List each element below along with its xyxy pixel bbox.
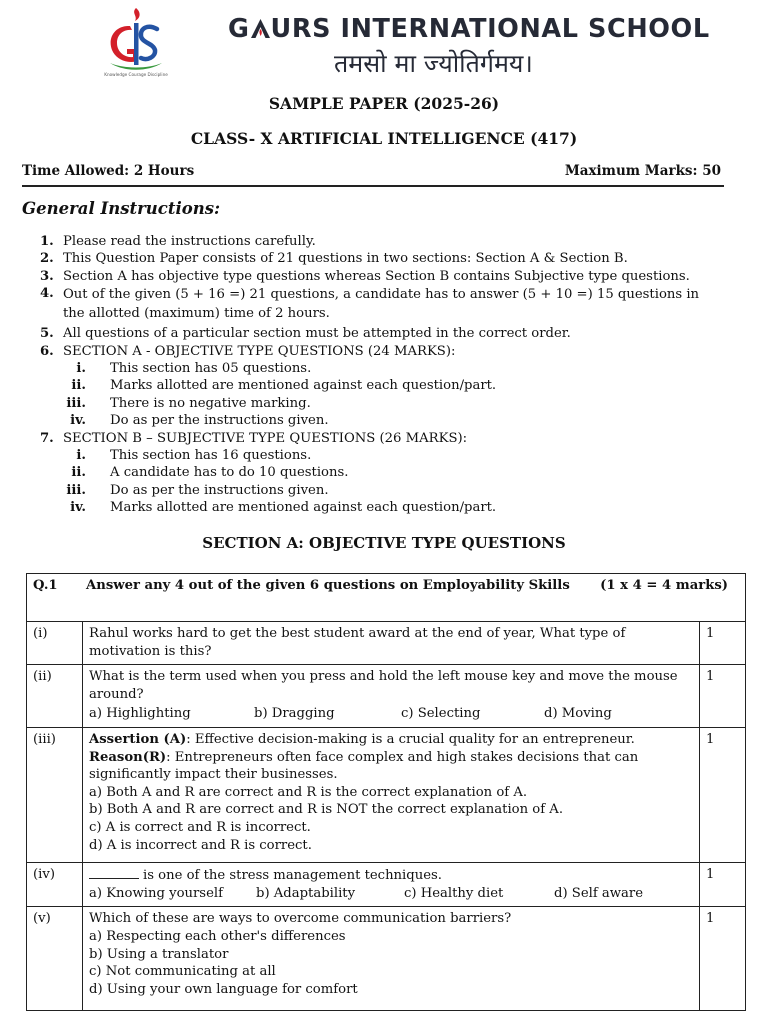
option-a: a) Knowing yourself — [89, 885, 223, 901]
instruction-item: 4. Out of the given (5 + 16 =) 21 questions, a candidate has to answer (5 + 10 =) 15 questions in the allotted (maximum) time of 2 hours. — [40, 286, 700, 322]
question-options — [89, 885, 694, 903]
instruction-item: 6. SECTION A - OBJECTIVE TYPE QUESTIONS (24 MARKS): — [40, 343, 456, 359]
paper-subject: CLASS- X ARTIFICIAL INTELLIGENCE (417) — [190, 129, 578, 148]
question-text: Rahul works hard to get the best student award at the end of year, What type of motivation is this? — [83, 622, 700, 665]
logo-motto-text: Knowledge Courage Discipline — [104, 72, 168, 77]
option-d: d) Self aware — [554, 885, 644, 901]
flame-a-icon — [250, 15, 271, 34]
option-d: d) Using your own language for comfort — [89, 981, 358, 997]
school-header — [0, 0, 768, 90]
question-text: Assertion (A): Effective decision-making is a crucial quality for an entrepreneur. Reason(R): Entrepreneurs often face complex and high stakes decisions that can significantly impact their businesses. a) Both A and R are correct and R is the correct explanation of A. b) Both A and R are correct and R is NOT the correct explanation of A. c) A is correct and R is incorrect. d) A is incorrect and R is correct. — [83, 727, 700, 862]
section-a-subitem: iv. Do as per the instructions given. — [70, 413, 329, 429]
school-name: G URS INTERNATIONAL SCHOOL — [228, 14, 710, 44]
section-b-subitem: i. This section has 16 questions. — [76, 447, 312, 463]
option-b: b) Dragging — [254, 706, 335, 722]
question-text: Which of these are ways to overcome communication barriers? a) Respecting each other's differences b) Using a translator c) Not communicating at all d) Using your own language for comfort — [83, 907, 700, 1011]
school-logo — [100, 6, 172, 78]
question-number: (iii) — [27, 727, 83, 862]
option-a: a) Both A and R are correct and R is the correct explanation of A. — [89, 784, 528, 800]
question-number: (ii) — [27, 665, 83, 728]
question-text: is one of the stress management techniques. a) Knowing yourself b) Adaptability c) Healthy diet d) Self aware — [83, 863, 700, 907]
question-marks: 1 — [700, 665, 746, 728]
question-text: What is the term used when you press and hold the left mouse key and move the mouse around? a) Highlighting b) Dragging c) Selecting d) Moving — [83, 665, 700, 728]
section-b-subitem: iii. Do as per the instructions given. — [66, 482, 329, 498]
question-marks: 1 — [700, 727, 746, 862]
option-b: b) Adaptability — [256, 885, 356, 901]
question-row — [27, 622, 746, 665]
section-a-subitem: iii. There is no negative marking. — [66, 395, 311, 411]
option-c: c) Selecting — [401, 706, 481, 722]
instructions-list — [0, 233, 768, 516]
q1-marks: (1 x 4 = 4 marks) — [600, 578, 728, 593]
option-c: c) A is correct and R is incorrect. — [89, 819, 311, 835]
section-a-heading: SECTION A: OBJECTIVE TYPE QUESTIONS — [202, 534, 566, 552]
question-number: (v) — [27, 907, 83, 1011]
instruction-item: 5. All questions of a particular section must be attempted in the correct order. — [40, 326, 571, 342]
answer-blank — [89, 866, 139, 879]
question-number: (iv) — [27, 863, 83, 907]
question-row — [27, 727, 746, 862]
question-row — [27, 907, 746, 1011]
instruction-item: 7. SECTION B – SUBJECTIVE TYPE QUESTIONS (26 MARKS): — [40, 430, 468, 446]
option-a: a) Respecting each other's differences — [89, 928, 346, 944]
section-a-subitem: ii. Marks allotted are mentioned against each question/part. — [71, 378, 497, 394]
time-allowed: Time Allowed: 2 Hours — [22, 163, 195, 179]
general-instructions-heading: General Instructions: — [22, 199, 221, 218]
question-row — [27, 665, 746, 728]
q1-header-row — [27, 574, 746, 622]
question-row — [27, 863, 746, 907]
section-b-subitem: ii. A candidate has to do 10 questions. — [71, 465, 349, 481]
header-divider — [22, 185, 724, 187]
section-b-subitem: iv. Marks allotted are mentioned against each question/part. — [70, 500, 497, 516]
option-c: c) Healthy diet — [404, 885, 504, 901]
option-b: b) Both A and R are correct and R is NOT the correct explanation of A. — [89, 802, 564, 818]
instruction-item: 3. Section A has objective type questions whereas Section B contains Subjective type questions. — [40, 268, 690, 284]
question-marks: 1 — [700, 907, 746, 1011]
school-motto: तमसो मा ज्योतिर्गमय। — [334, 49, 533, 78]
paper-title: SAMPLE PAPER (2025-26) — [268, 94, 500, 113]
q1-label: Q.1 — [33, 578, 58, 593]
question-marks: 1 — [700, 622, 746, 665]
maximum-marks: Maximum Marks: 50 — [564, 163, 721, 179]
question-options — [89, 705, 694, 723]
section-a-subitem: i. This section has 05 questions. — [76, 360, 312, 376]
instruction-item: 1. Please read the instructions carefully. — [40, 234, 316, 249]
q1-text: Answer any 4 out of the given 6 questions on Employability Skills — [86, 578, 570, 593]
option-d: d) A is incorrect and R is correct. — [89, 837, 312, 853]
option-c: c) Not communicating at all — [89, 964, 276, 980]
instruction-item: 2. This Question Paper consists of 21 questions in two sections: Section A & Section B. — [40, 251, 628, 267]
option-b: b) Using a translator — [89, 946, 229, 962]
question-marks: 1 — [700, 863, 746, 907]
option-a: a) Highlighting — [89, 706, 191, 722]
option-d: d) Moving — [544, 706, 612, 722]
questions-table — [26, 573, 746, 1011]
question-number: (i) — [27, 622, 83, 665]
